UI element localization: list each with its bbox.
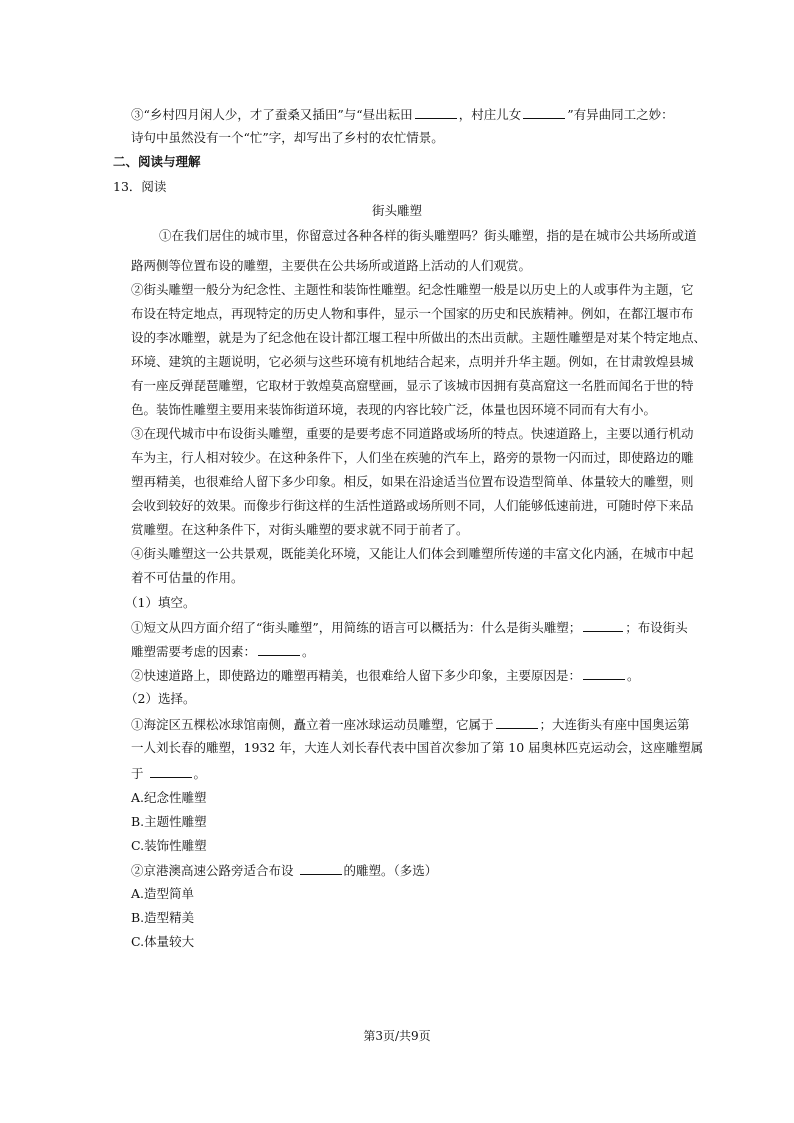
answer-blank[interactable] — [258, 643, 300, 656]
option-a[interactable]: A.纪念性雕塑 — [131, 790, 207, 805]
paragraph-1-line: 路两侧等位置布设的雕塑，主要供在公共场所或道路上活动的人们观赏。 — [131, 258, 532, 273]
paragraph-3-line: 会收到较好的效果。而像步行街这样的生活性道路或场所则不同，人们能够低速前进，可随时停下来品 — [131, 498, 694, 513]
subquestion-2-item1-cont: 一人刘长春的雕塑，1932 年，大连人刘长春代表中国首次参加了第 10 届奥林匹克运动会，这座雕塑属 — [131, 740, 704, 755]
subquestion-2-item1: ①海淀区五棵松冰球馆南侧，矗立着一座冰球运动员雕塑，它属于 ；大连街头有座中国奥运第 — [131, 717, 690, 732]
subquestion-1-item1: ①短文从四方面介绍了“街头雕塑”，用简练的语言可以概括为：什么是街头雕塑； ；布设街头 — [131, 620, 688, 635]
paragraph-4-line: ④街头雕塑这一公共景观，既能美化环境，又能让人们体会到雕塑所传递的丰富文化内涵，在城市中起 — [131, 546, 694, 561]
answer-blank[interactable] — [583, 619, 623, 632]
paragraph-2-line: ②街头雕塑一般分为纪念性、主题性和装饰性雕塑。纪念性雕塑一般是以历史上的人或事件为主题，它 — [131, 282, 694, 297]
answer-blank[interactable] — [150, 765, 192, 778]
subquestion-2-item2: ②京港澳高速公路旁适合布设 的雕塑。（多选） — [131, 863, 438, 878]
paragraph-1-line: ①在我们居住的城市里，你留意过各种各样的街头雕塑吗？街头雕塑，指的是在城市公共场所或道 — [159, 228, 697, 243]
paragraph-2-line: 色。装饰性雕塑主要用来装饰街道环境，表现的内容比较广泛，体量也因环境不同而有大有小。 — [131, 402, 657, 417]
answer-blank[interactable] — [415, 106, 457, 119]
paragraph-2-line: 布设在特定地点，再现特定的历史人物和事件，显示一个国家的历史和民族精神。例如，在都江堰市布 — [131, 306, 694, 321]
option-a[interactable]: A.造型简单 — [131, 886, 195, 901]
paragraph-2-line: 设的李冰雕塑，就是为了纪念他在设计都江堰工程中所做出的杰出贡献。主题性雕塑是对某个特定地点、 — [131, 330, 707, 345]
answer-blank[interactable] — [300, 862, 342, 875]
option-c[interactable]: C.体量较大 — [131, 934, 195, 949]
answer-blank[interactable] — [583, 667, 625, 680]
page-number: 第3页/共9页 — [363, 1029, 431, 1043]
answer-blank[interactable] — [523, 106, 565, 119]
q12-item3-line2: 诗句中虽然没有一个“忙”字，却写出了乡村的农忙情景。 — [131, 130, 444, 145]
answer-blank[interactable] — [496, 716, 538, 729]
subquestion-1-item2: ②快速道路上，即使路边的雕塑再精美，也很难给人留下多少印象，主要原因是： 。 — [131, 668, 640, 683]
question-number: 13．阅读 — [113, 179, 167, 194]
option-b[interactable]: B.主题性雕塑 — [131, 814, 207, 829]
subquestion-2-label: （2）选择。 — [125, 691, 196, 706]
paragraph-2-line: 环境、建筑的主题说明，它必须与这些环境有机地结合起来，点明并升华主题。例如，在甘肃敦煌县城 — [131, 354, 694, 369]
option-c[interactable]: C.装饰性雕塑 — [131, 838, 207, 853]
q12-item3-line1: ③“乡村四月闲人少，才了蚕桑又插田”与“昼出耘田 ，村庄儿女 ”有异曲同工之妙： — [131, 107, 674, 122]
option-b[interactable]: B.造型精美 — [131, 910, 195, 925]
paragraph-3-line: 塑再精美，也很难给人留下多少印象。相反，如果在沿途适当位置布设造型简单、体量较大的雕塑，则 — [131, 474, 694, 489]
paragraph-3-line: ③在现代城市中布设街头雕塑，重要的是要考虑不同道路或场所的特点。快速道路上，主要以通行机动 — [131, 426, 694, 441]
paragraph-3-line: 赏雕塑。在这种条件下，对街头雕塑的要求就不同于前者了。 — [131, 522, 469, 537]
article-title: 街头雕塑 — [371, 203, 422, 218]
subquestion-1-label: （1）填空。 — [125, 595, 196, 610]
paragraph-4-line: 着不可估量的作用。 — [131, 570, 244, 585]
subquestion-2-item1-end: 于 。 — [131, 766, 207, 781]
subquestion-1-item1-cont: 雕塑需要考虑的因素： 。 — [131, 644, 315, 659]
paragraph-2-line: 有一座反弹琵琶雕塑，它取材于敦煌莫高窟壁画，显示了该城市因拥有莫高窟这一名胜而闻名于世的特 — [131, 378, 694, 393]
section-heading: 二、阅读与理解 — [113, 154, 201, 169]
paragraph-3-line: 车为主，行人相对较少。在这种条件下，人们坐在疾驰的汽车上，路旁的景物一闪而过，即使路边的雕 — [131, 450, 694, 465]
